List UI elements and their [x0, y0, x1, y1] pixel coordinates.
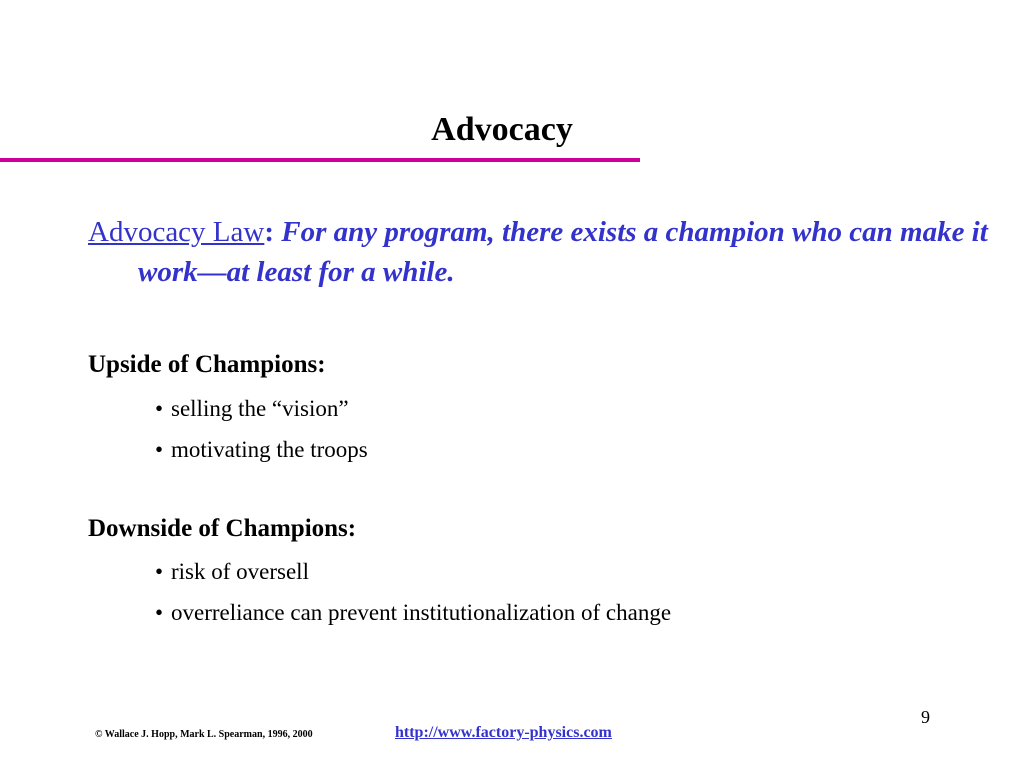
- bullet-text: selling the “vision”: [171, 396, 349, 421]
- upside-bullet-list: [155, 388, 368, 470]
- title-underline-rule: [0, 158, 640, 162]
- list-item: [155, 592, 671, 633]
- copyright-notice: © Wallace J. Hopp, Mark L. Spearman, 1996, 2000: [95, 729, 313, 740]
- list-item: [155, 551, 671, 592]
- slide-title: Advocacy: [431, 111, 573, 148]
- list-item: [155, 388, 368, 429]
- bullet-text: risk of oversell: [171, 559, 309, 584]
- downside-heading: Downside of Champions:: [88, 515, 357, 542]
- advocacy-law-statement: [88, 212, 998, 292]
- bullet-icon: •: [155, 600, 164, 625]
- downside-bullet-list: [155, 551, 671, 633]
- bullet-text: motivating the troops: [171, 437, 368, 462]
- bullet-text: overreliance can prevent institutionalization of change: [171, 600, 672, 625]
- law-term: Advocacy Law: [88, 216, 265, 248]
- list-item: [155, 429, 368, 470]
- bullet-icon: •: [155, 559, 164, 584]
- bullet-icon: •: [155, 437, 164, 462]
- bullet-icon: •: [155, 396, 164, 421]
- law-text: For any program, there exists a champion who can make it work—at least for a while.: [138, 216, 988, 288]
- page-number: 9: [921, 707, 930, 727]
- factory-physics-link[interactable]: http://www.factory-physics.com: [395, 724, 612, 741]
- law-colon: :: [264, 216, 275, 248]
- upside-heading: Upside of Champions:: [88, 351, 326, 378]
